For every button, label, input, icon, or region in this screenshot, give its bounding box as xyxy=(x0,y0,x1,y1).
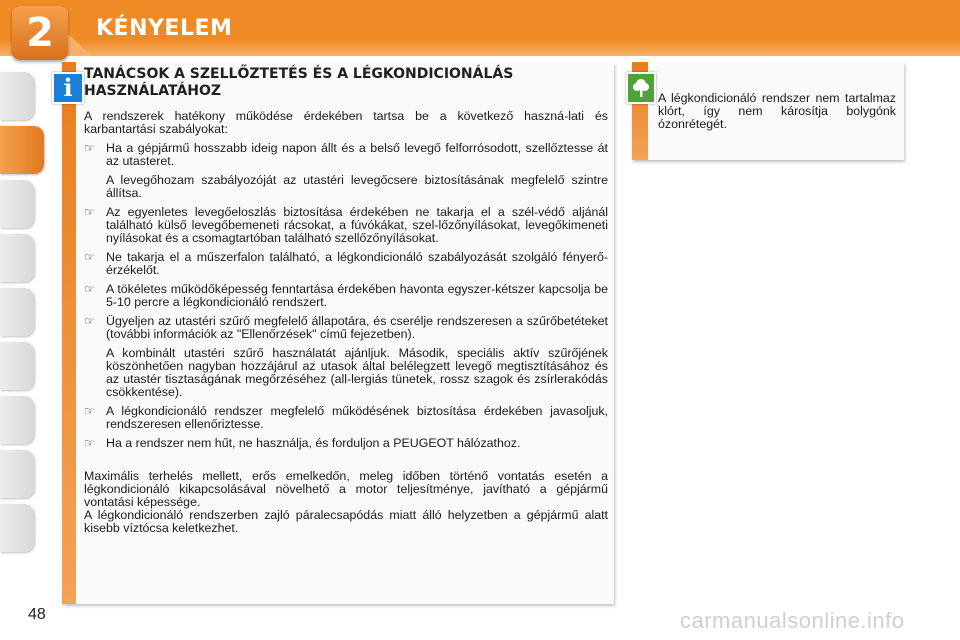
chapter-tab-8[interactable] xyxy=(0,450,34,498)
header-fade xyxy=(0,40,960,56)
chapter-tab-3[interactable] xyxy=(0,180,34,228)
tree-icon-shape xyxy=(631,77,651,99)
pointing-hand-icon: ☞ xyxy=(84,141,95,155)
list-item-text: A légkondicionáló rendszer megfelelő működésének biztosítása érdekében javasoljuk, rendszeresen ellenőriztesse. xyxy=(106,404,608,431)
list-item-text: Ha a gépjármű hosszabb ideig napon állt és a belső levegő felforrósodott, szellőztesse át az utasteret. xyxy=(106,141,608,168)
pointing-hand-icon: ☞ xyxy=(84,205,95,219)
chapter-title: KÉNYELEM xyxy=(96,16,233,41)
list-item-subtext: A kombinált utastéri szűrő használatát ajánljuk. Második, speciális aktív szűrőjének köszönhetően nagyban hozzájárul az utasok által belélegzett levegő megtisztításához és az utastér tisztaságának megőrzéséhez (all-lergiás tünetek, rossz szagok és zsírlerakódás csökkentése). xyxy=(106,346,608,399)
list-item-text: Az egyenletes levegőeloszlás biztosítása érdekében ne takarja el a szél-védő aljánál található külső levegőbemeneti rácsokat, a fúvókákat, szel-lőzőnyílásokat, levegőkimeneti nyílásokat és a csomagtartóban található szellőzőnyílásokat. xyxy=(106,205,608,245)
list-item xyxy=(84,142,608,168)
pointing-hand-icon: ☞ xyxy=(84,436,95,450)
list-item xyxy=(84,437,608,450)
chapter-tab-7[interactable] xyxy=(0,396,34,444)
chapter-tab-4[interactable] xyxy=(0,234,34,282)
intro-text: A rendszerek hatékony működése érdekében tartsa be a következő haszná-lati és karbantartási szabályokat: xyxy=(84,109,608,136)
list-item-text: A tökéletes működőképesség fenntartása érdekében havonta egyszer-kétszer kapcsolja be 5-10 percre a légkondicionáló rendszert. xyxy=(106,282,608,309)
paragraph-towing: Maximális terhelés mellett, erős emelkedőn, meleg időben történő vontatás esetén a légkondicionáló kikapcsolásával növelhető a motor teljesítménye, javítható a gépjármű vontatási képessége. xyxy=(84,469,608,509)
page-number: 48 xyxy=(28,606,46,623)
list-item xyxy=(84,315,608,341)
chapter-tabs xyxy=(0,72,40,558)
tree-icon xyxy=(626,72,656,104)
chapter-number-badge: 2 xyxy=(12,6,68,60)
list-item xyxy=(84,405,608,431)
pointing-hand-icon: ☞ xyxy=(84,282,95,296)
list-item-text: Ügyeljen az utastéri szűrő megfelelő állapotára, és cserélje rendszeresen a szűrőbetéteket (további információk az "Ellenőrzések" című fejezetben). xyxy=(106,314,608,341)
pointing-hand-icon: ☞ xyxy=(84,404,95,418)
list-item-text: Ha a rendszer nem hűt, ne használja, és forduljon a PEUGEOT hálózathoz. xyxy=(106,436,521,450)
chapter-tab-1[interactable] xyxy=(0,72,34,120)
list-item-subtext: A levegőhozam szabályozóját az utastéri levegőcsere biztosításának megfelelő szintre állítsa. xyxy=(106,173,608,200)
pointing-hand-icon: ☞ xyxy=(84,314,95,328)
pointing-hand-icon: ☞ xyxy=(84,250,95,264)
chapter-tab-6[interactable] xyxy=(0,342,34,390)
info-panel-bar xyxy=(62,62,76,604)
list-item-text: Ne takarja el a műszerfalon található, a légkondicionáló szabályozását szolgáló fényerő-érzékelőt. xyxy=(106,250,608,277)
list-item xyxy=(84,283,608,309)
panel-body xyxy=(84,110,608,535)
paragraph-condensation: A légkondicionáló rendszerben zajló páralecsapódás miatt álló helyzetben a gépjármű alatt kisebb víztócsa keletkezhet. xyxy=(84,508,608,535)
list-item xyxy=(84,206,608,245)
panel-heading: TANÁCSOK A SZELLŐZTETÉS ÉS A LÉGKONDICIONÁLÁS HASZNÁLATÁHOZ xyxy=(84,66,514,99)
chapter-tab-9[interactable] xyxy=(0,504,34,552)
info-icon: i xyxy=(52,72,84,104)
watermark-url: carmanualsonline.info xyxy=(680,608,905,633)
eco-note-text: A légkondicionáló rendszer nem tartalmaz klórt, így nem károsítja bolygónk ózonrétegét. xyxy=(658,91,896,131)
list-item xyxy=(84,251,608,277)
chapter-tab-2-active[interactable] xyxy=(0,126,44,174)
chapter-tab-5[interactable] xyxy=(0,288,34,336)
